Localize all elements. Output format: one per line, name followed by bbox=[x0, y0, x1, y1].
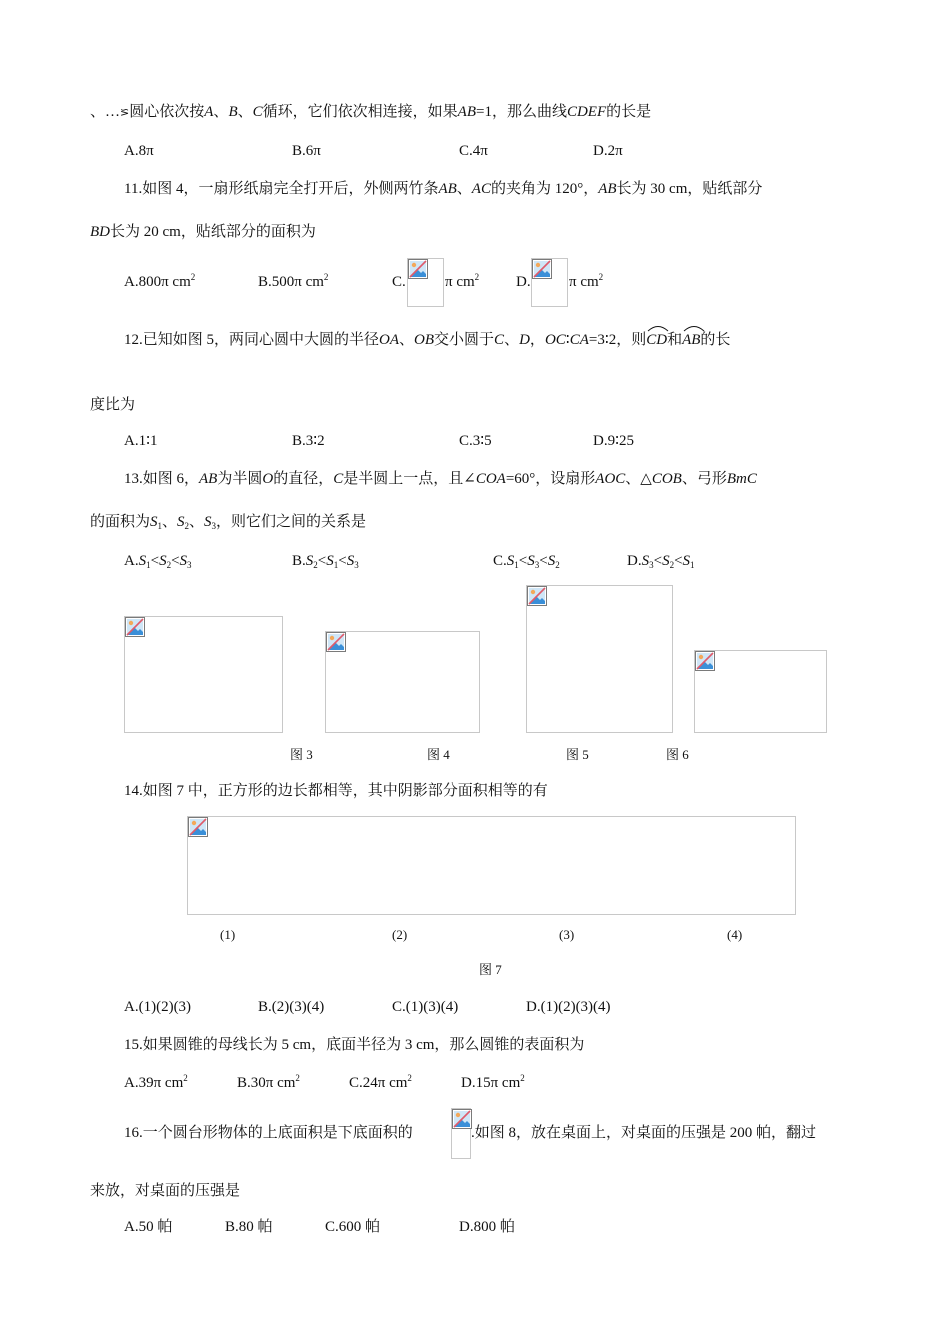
q11-option-c-suffix: π $cm^2$ bbox=[445, 272, 480, 290]
q13-option-d: $D.S_3<S_2<S_1$ bbox=[627, 553, 695, 570]
figure-3-caption: 图 3 bbox=[290, 747, 313, 762]
q12-text-line-2: 度比为 bbox=[90, 397, 136, 413]
figure-7-caption: 图 7 bbox=[479, 962, 502, 977]
q14-text: 14.如图 7 中，正方形的边长都相等，其中阴影部分面积相等的有 bbox=[124, 783, 548, 799]
arc-mark-icon bbox=[646, 324, 670, 332]
q13-option-b: $B.S_2<S_1<S_3$ bbox=[292, 553, 359, 570]
q16-option-c: C.600 帕 bbox=[325, 1219, 381, 1235]
arc-ab: AB bbox=[682, 330, 700, 350]
figure-3-image bbox=[124, 616, 283, 733]
q11-option-c-formula-image bbox=[407, 258, 444, 307]
broken-image-icon bbox=[452, 1109, 472, 1129]
q10-option-c: C.4π bbox=[459, 143, 488, 159]
q11-option-b: B.500π $cm^2$ bbox=[258, 272, 329, 290]
q11-option-d-suffix: π $cm^2$ bbox=[569, 272, 604, 290]
broken-image-icon bbox=[188, 817, 208, 837]
q15-text: 15.如果圆锥的母线长为 5 cm，底面半径为 3 cm，那么圆锥的表面积为 bbox=[124, 1037, 585, 1053]
q15-option-b: B.30π $cm^2$ bbox=[237, 1073, 300, 1091]
figure-7-label-4: (4) bbox=[727, 927, 743, 942]
q15-option-c: C.24π $cm^2$ bbox=[349, 1073, 412, 1091]
broken-image-icon bbox=[408, 259, 428, 279]
q15-option-d: D.15π $cm^2$ bbox=[461, 1073, 525, 1091]
q13-text-line-1: 13.如图 6，AB为半圆O的直径，C是半圆上一点，且∠COA=60°，设扇形AOC、△COB、弓形BmC bbox=[124, 471, 757, 487]
broken-image-icon bbox=[695, 651, 715, 671]
q11-option-d-formula-image bbox=[531, 258, 568, 307]
q12-option-c: C.3∶5 bbox=[459, 433, 492, 449]
figure-6-caption: 图 6 bbox=[666, 747, 689, 762]
q11-text-line-2: BD长为 20 cm，贴纸部分的面积为 bbox=[90, 224, 316, 240]
broken-image-icon bbox=[326, 632, 346, 652]
q11-option-d-prefix: D. bbox=[516, 274, 531, 290]
line-1: 、…⪞圆心依次按A、B、C循环，它们依次相连接，如果AB=1，那么曲线CDEF的长是 bbox=[90, 104, 652, 120]
figure-4-caption: 图 4 bbox=[427, 747, 450, 762]
q13-text-line-2: 的面积为$S_1$、$S_2$、$S_3$，则它们之间的关系是 bbox=[90, 514, 367, 531]
q12-option-a: A.1∶1 bbox=[124, 433, 158, 449]
q12-option-d: D.9∶25 bbox=[593, 433, 634, 449]
q13-option-c: $C.S_1<S_3<S_2$ bbox=[493, 553, 560, 570]
q16-option-a: A.50 帕 bbox=[124, 1219, 173, 1235]
q11-option-c-prefix: C. bbox=[392, 274, 406, 290]
figure-7-label-1: (1) bbox=[220, 927, 236, 942]
q14-option-a: A.(1)(2)(3) bbox=[124, 999, 192, 1015]
figure-7-label-3: (3) bbox=[559, 927, 575, 942]
q16-text-line-2: 来放，对桌面的压强是 bbox=[90, 1183, 241, 1199]
q14-option-b: B.(2)(3)(4) bbox=[258, 999, 325, 1015]
q16-text-part-1: 16.一个圆台形物体的上底面积是下底面积的 bbox=[124, 1125, 413, 1141]
q10-option-a: A.8π bbox=[124, 143, 154, 159]
broken-image-icon bbox=[532, 259, 552, 279]
q10-option-d: D.2π bbox=[593, 143, 623, 159]
q11-option-a: A.800π $cm^2$ bbox=[124, 272, 196, 290]
figure-6-image bbox=[694, 650, 827, 733]
broken-image-icon bbox=[125, 617, 145, 637]
q10-option-b: B.6π bbox=[292, 143, 321, 159]
figure-4-image bbox=[325, 631, 480, 733]
q14-option-c: C.(1)(3)(4) bbox=[392, 999, 459, 1015]
q16-fraction-image bbox=[451, 1108, 471, 1159]
figure-7-image bbox=[187, 816, 796, 915]
arc-cd: CD bbox=[646, 330, 667, 350]
q12-option-b: B.3∶2 bbox=[292, 433, 325, 449]
q16-option-d: D.800 帕 bbox=[459, 1219, 515, 1235]
q11-text-line-1: 11.如图 4，一扇形纸扇完全打开后，外侧两竹条AB、AC的夹角为 120°，AB长为 30 cm，贴纸部分 bbox=[124, 181, 763, 197]
figure-5-caption: 图 5 bbox=[566, 747, 589, 762]
q15-option-a: A.39π $cm^2$ bbox=[124, 1073, 188, 1091]
q14-option-d: D.(1)(2)(3)(4) bbox=[526, 999, 611, 1015]
figure-7-label-2: (2) bbox=[392, 927, 408, 942]
q16-text-part-2: .如图 8，放在桌面上，对桌面的压强是 200 帕，翻过 bbox=[471, 1125, 817, 1141]
q12-text-line-1: 12.已知如图 5，两同心圆中大圆的半径OA、OB交小圆于C、D，OC∶CA=3∶2，则 CD和 AB的长 bbox=[124, 330, 730, 350]
q13-option-a: $A.S_1<S_2<S_3$ bbox=[124, 553, 192, 570]
broken-image-icon bbox=[527, 586, 547, 606]
arc-mark-icon bbox=[682, 324, 706, 332]
q16-option-b: B.80 帕 bbox=[225, 1219, 273, 1235]
figure-5-image bbox=[526, 585, 673, 733]
